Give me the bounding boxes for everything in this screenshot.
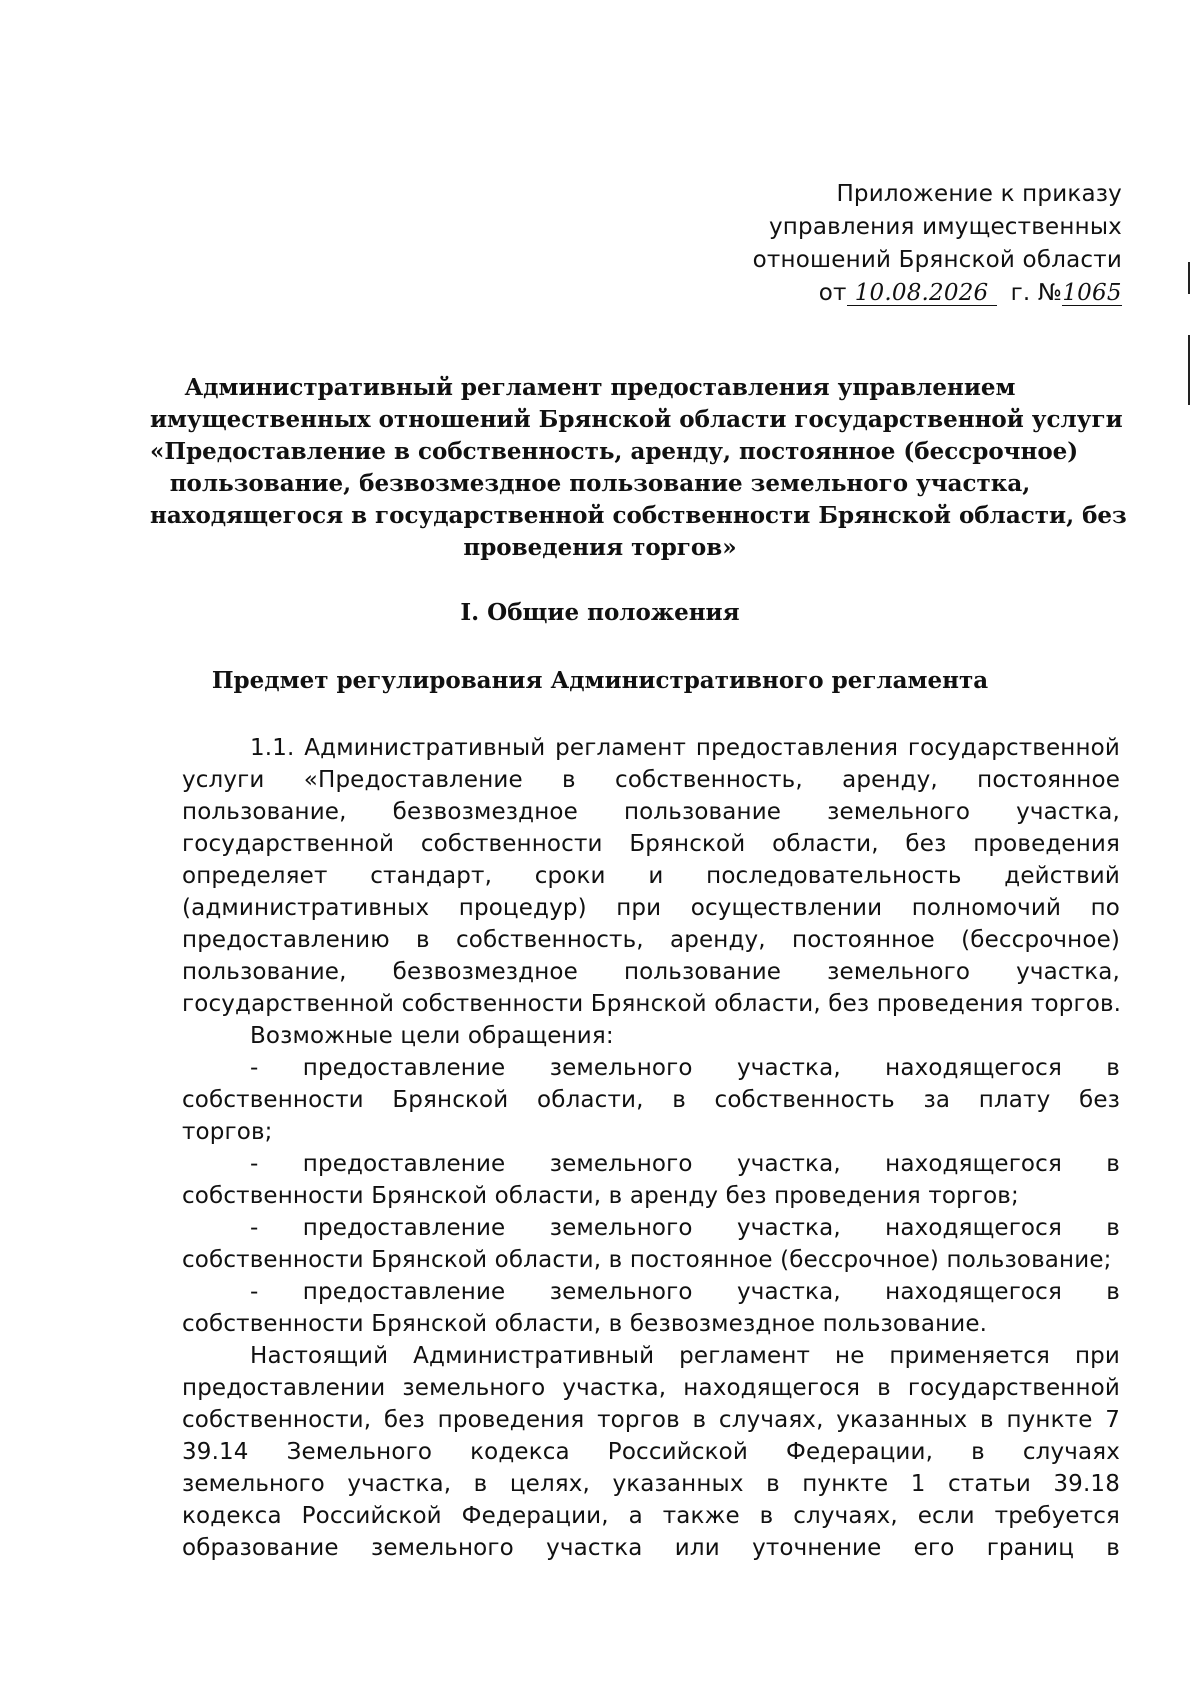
body-line: собственности Брянской области, в собственность за плату без <box>182 1087 1120 1113</box>
body-line: собственности, без проведения торгов в случаях, указанных в пункте 7 <box>182 1407 1120 1433</box>
scan-artifact-mark <box>1188 335 1190 405</box>
body-line: торгов; <box>182 1119 273 1145</box>
body-line: - предоставление земельного участка, находящегося в <box>250 1279 1120 1305</box>
title-line: имущественных отношений Брянской области государственной услуги <box>150 406 1123 433</box>
body-line: (административных процедур) при осуществлении полномочий по <box>182 895 1120 921</box>
body-line: - предоставление земельного участка, находящегося в <box>250 1055 1120 1081</box>
body-line: предоставлению в собственность, аренду, постоянное (бессрочное) <box>182 927 1120 953</box>
body-line: 1.1. Административный регламент предоставления государственной <box>250 735 1120 761</box>
body-line: образование земельного участка или уточнение его границ в <box>182 1535 1120 1561</box>
appendix-line: отношений Брянской области <box>752 247 1122 273</box>
body-line: пользование, безвозмездное пользование земельного участка, <box>182 959 1120 985</box>
body-line: Настоящий Административный регламент не применяется при <box>250 1343 1120 1369</box>
appendix-line: управления имущественных <box>768 214 1122 240</box>
section-heading: I. Общие положения <box>460 599 740 626</box>
date-prefix: от <box>818 280 847 306</box>
body-line: собственности Брянской области, в постоянное (бессрочное) пользование; <box>182 1247 1112 1273</box>
body-line: государственной собственности Брянской области, без проведения торгов. <box>182 991 1122 1017</box>
body-line: собственности Брянской области, в аренду без проведения торгов; <box>182 1183 1019 1209</box>
title-line: проведения торгов» <box>463 534 737 561</box>
body-line: кодекса Российской Федерации, а также в случаях, если требуется <box>182 1503 1120 1529</box>
document-title <box>150 372 1127 564</box>
handwritten-number: 1065 <box>1062 280 1122 306</box>
title-line: Административный регламент предоставления управлением <box>184 374 1016 401</box>
body-line: 39.14 Земельного кодекса Российской Федерации, в случаях <box>182 1439 1120 1465</box>
body-line: - предоставление земельного участка, находящегося в <box>250 1151 1120 1177</box>
number-prefix: г. № <box>1010 280 1062 306</box>
appendix-date-line <box>602 277 1122 310</box>
body-line: собственности Брянской области, в безвозмездное пользование. <box>182 1311 988 1337</box>
body-line: предоставлении земельного участка, находящегося в государственной <box>182 1375 1120 1401</box>
body-line: услуги «Предоставление в собственность, аренду, постоянное <box>182 767 1120 793</box>
body-line: пользование, безвозмездное пользование земельного участка, <box>182 799 1120 825</box>
appendix-note <box>602 178 1122 310</box>
title-line: «Предоставление в собственность, аренду, постоянное (бессрочное) <box>150 438 1079 465</box>
subsection-heading: Предмет регулирования Административного регламента <box>211 667 989 694</box>
scan-artifact-mark <box>1188 262 1190 294</box>
appendix-line: Приложение к приказу <box>836 181 1122 207</box>
handwritten-date: 10.08.2026 <box>847 281 997 306</box>
body-text <box>182 732 1120 1564</box>
body-line: - предоставление земельного участка, находящегося в <box>250 1215 1120 1241</box>
title-line: пользование, безвозмездное пользование земельного участка, <box>169 470 1031 497</box>
body-line: определяет стандарт, сроки и последовательность действий <box>182 863 1120 889</box>
body-line: земельного участка, в целях, указанных в пункте 1 статьи 39.18 <box>182 1471 1120 1497</box>
body-line: государственной собственности Брянской области, без проведения <box>182 831 1120 857</box>
body-line: Возможные цели обращения: <box>250 1023 614 1049</box>
title-line: находящегося в государственной собственности Брянской области, без <box>150 502 1127 529</box>
